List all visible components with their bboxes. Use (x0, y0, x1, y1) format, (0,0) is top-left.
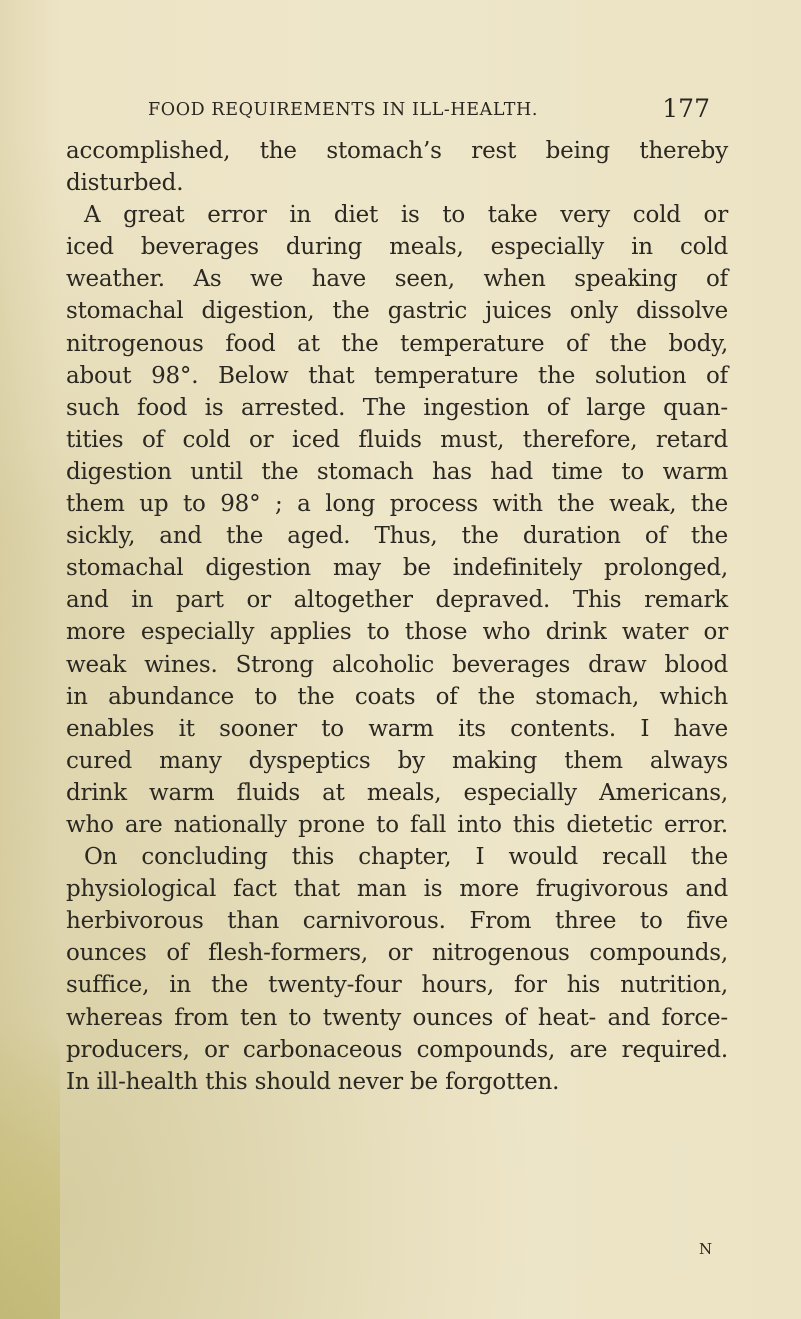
text-line: more especially applies to those who drink water or (66, 619, 728, 646)
text-line: such food is arrested. The ingestion of large quan- (66, 394, 728, 421)
text-line: nitrogenous food at the temperature of the body, (66, 330, 728, 357)
text-line: tities of cold or iced fluids must, therefore, retard (66, 426, 728, 453)
page-stain (0, 1020, 60, 1319)
text-line: In ill-health this should never be forgotten. (66, 1068, 560, 1095)
text-line: physiological fact that man is more frugivorous and (66, 876, 728, 903)
text-line: disturbed. (66, 170, 184, 197)
text-line: On concluding this chapter, I would recall the (84, 844, 728, 871)
text-line: ounces of flesh-formers, or nitrogenous compounds, (66, 940, 728, 967)
body-text (66, 135, 728, 1098)
text-line: producers, or carbonaceous compounds, are required. (66, 1036, 728, 1063)
signature-mark: N (699, 1240, 713, 1258)
text-line: herbivorous than carnivorous. From three to five (66, 908, 728, 935)
text-line: stomachal digestion, the gastric juices only dissolve (66, 298, 728, 325)
page-header (148, 94, 710, 126)
text-line: and in part or altogether depraved. This remark (66, 587, 728, 614)
text-line: iced beverages during meals, especially in cold (66, 234, 728, 261)
running-head: FOOD REQUIREMENTS IN ILL-HEALTH. (148, 100, 538, 120)
text-line: about 98°. Below that temperature the solution of (66, 362, 728, 389)
text-line: stomachal digestion may be indefinitely prolonged, (66, 555, 728, 582)
text-line: accomplished, the stomach’s rest being thereby (66, 138, 728, 164)
text-line: A great error in diet is to take very cold or (84, 202, 728, 229)
text-line: drink warm fluids at meals, especially Americans, (66, 779, 728, 806)
text-line: in abundance to the coats of the stomach, which (66, 683, 728, 710)
page-number: 177 (662, 94, 710, 123)
text-line: cured many dyspeptics by making them always (66, 747, 728, 774)
text-line: them up to 98° ; a long process with the weak, the (66, 491, 728, 518)
text-line: suffice, in the twenty-four hours, for his nutrition, (66, 972, 728, 999)
text-line: digestion until the stomach has had time to warm (66, 458, 728, 485)
text-line: enables it sooner to warm its contents. I have (66, 715, 728, 742)
text-line: whereas from ten to twenty ounces of heat- and force- (66, 1004, 728, 1031)
text-line: weather. As we have seen, when speaking of (66, 266, 728, 293)
text-line: who are nationally prone to fall into this dietetic error. (66, 811, 728, 838)
text-line: weak wines. Strong alcoholic beverages draw blood (66, 651, 728, 678)
text-line: sickly, and the aged. Thus, the duration of the (66, 523, 728, 550)
